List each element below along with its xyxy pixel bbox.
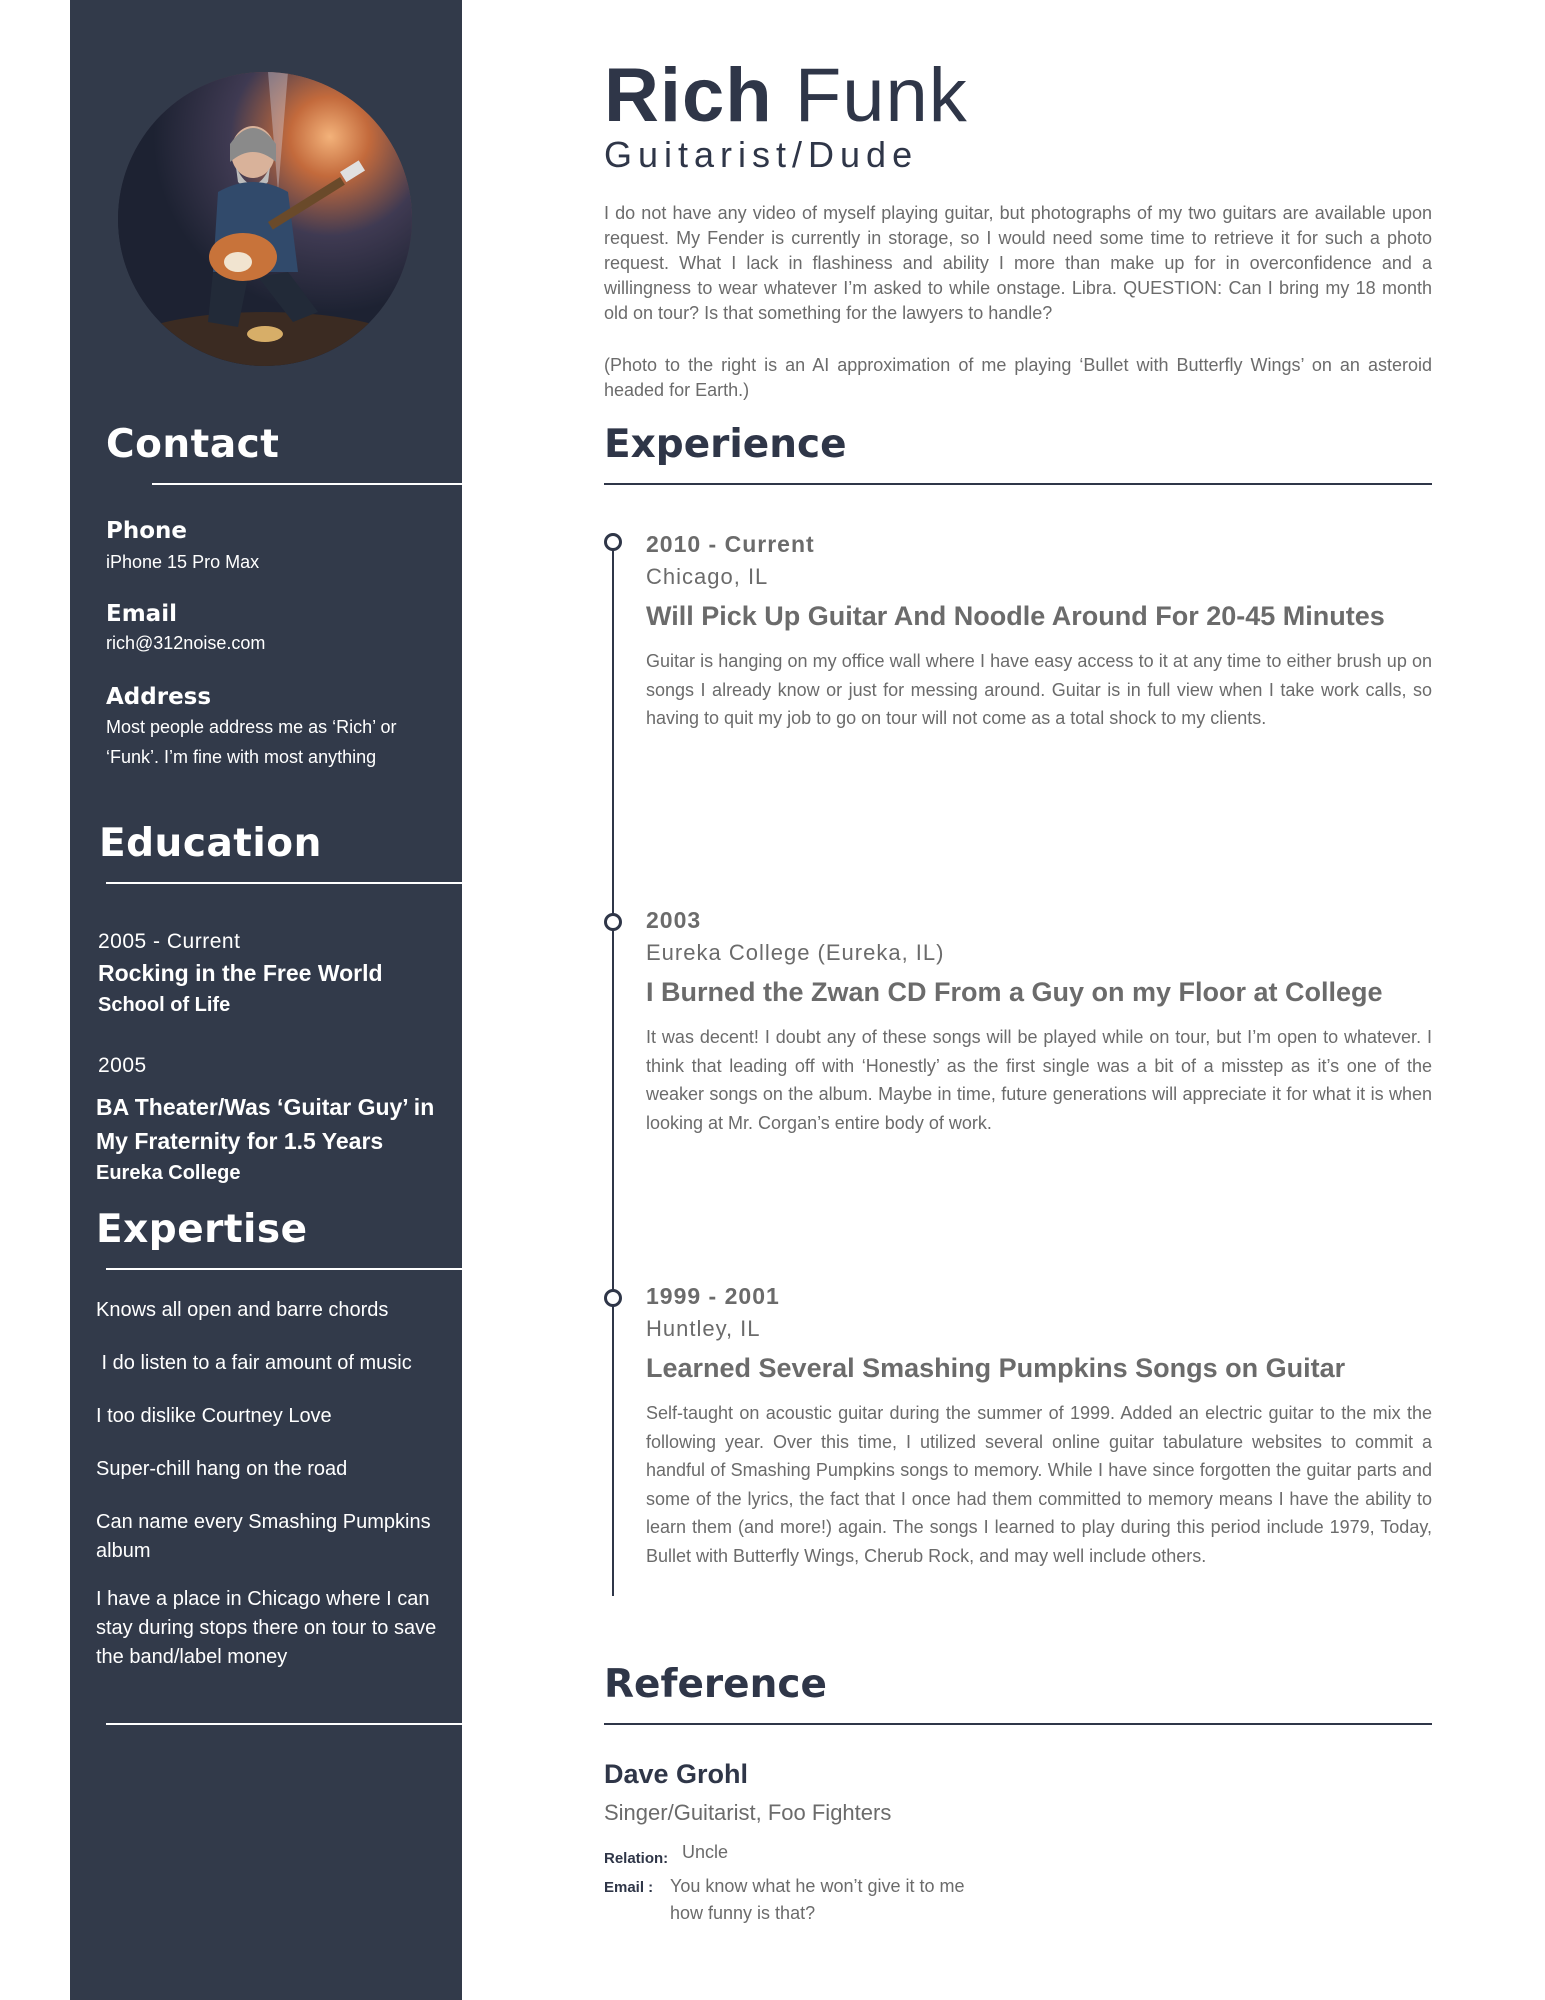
expertise-divider xyxy=(106,1268,462,1270)
experience-description-2: It was decent! I doubt any of these songs will be played while on tour, but I’m open to whatever. I think that leading off with ‘Honestly’ as the first single was a bit of a misstep as it’s one of the weaker songs on the album. Maybe in time, future generations will appreciate it for what it is when looking at Mr. Corgan’s entire body of work. xyxy=(646,1027,1432,1133)
education-degree-2-line2: My Fraternity for 1.5 Years xyxy=(96,1128,384,1154)
experience-divider xyxy=(604,483,1432,485)
address-label: Address xyxy=(106,684,212,710)
reference-email-label: Email : xyxy=(604,1879,654,1896)
experience-years-3: 1999 - 2001 xyxy=(646,1283,780,1309)
reference-email-line1: You know what he won’t give it to me xyxy=(670,1876,965,1896)
reference-divider xyxy=(604,1723,1432,1725)
timeline-dot-icon xyxy=(604,533,622,551)
experience-title-1: Will Pick Up Guitar And Noodle Around For 20-45 Minutes xyxy=(646,601,1385,631)
education-degree-2-line1: BA Theater/Was ‘Guitar Guy’ in xyxy=(96,1094,435,1120)
experience-title-2: I Burned the Zwan CD From a Guy on my Floor at College xyxy=(646,977,1383,1007)
expertise-item: I do listen to a fair amount of music xyxy=(96,1352,412,1374)
expertise-item: Super-chill hang on the road xyxy=(96,1458,348,1480)
address-value-line2: ‘Funk’. I’m fine with most anything xyxy=(106,747,377,767)
experience-heading: Experience xyxy=(604,422,847,467)
contact-divider xyxy=(152,483,462,485)
education-school-1: School of Life xyxy=(98,994,231,1016)
education-school-2: Eureka College xyxy=(96,1162,241,1184)
education-years-2: 2005 xyxy=(98,1054,147,1077)
experience-title-3: Learned Several Smashing Pumpkins Songs on Guitar xyxy=(646,1353,1346,1383)
relation-value: Uncle xyxy=(682,1842,729,1862)
bio-paragraph: I do not have any video of myself playing guitar, but photographs of my two guitars are available upon request. My Fender is currently in storage, so I would need some time to retrieve it for such a photo request. What I lack in flashiness and ability I more than make up for in overconfidence and a willingness to wear whatever I’m asked to while onstage. Libra. QUESTION: Can I bring my 18 month old on tour? Is that something for the lawyers to handle? xyxy=(604,203,1432,323)
reference-role: Singer/Guitarist, Foo Fighters xyxy=(604,1800,892,1825)
timeline-line xyxy=(612,542,614,1596)
email-value[interactable]: rich@312noise.com xyxy=(106,633,266,653)
experience-description-3: Self-taught on acoustic guitar during the summer of 1999. Added an electric guitar to the mix the following year. Over this time, I utilized several online guitar tabulature websites to commit a handful of Smashing Pumpkins songs to memory. While I have since forgotten the guitar parts and some of the lyrics, the fact that I once had them committed to memory means I have the ability to learn them (and more!) again. The songs I learned to play during this period include 1979, Today, Bullet with Butterfly Wings, Cherub Rock, and may well include others. xyxy=(646,1403,1432,1566)
sidebar-bottom-divider xyxy=(106,1723,462,1725)
email-label: Email xyxy=(106,601,177,627)
experience-place-3: Huntley, IL xyxy=(646,1316,761,1341)
page-title xyxy=(604,52,968,139)
phone-value: iPhone 15 Pro Max xyxy=(106,552,260,572)
expertise-heading: Expertise xyxy=(96,1207,308,1252)
expertise-item: I too dislike Courtney Love xyxy=(96,1405,332,1427)
phone-label: Phone xyxy=(106,518,188,544)
contact-heading: Contact xyxy=(106,422,280,467)
experience-years-2: 2003 xyxy=(646,907,702,933)
education-years-1: 2005 - Current xyxy=(98,930,241,953)
expertise-item: Knows all open and barre chords xyxy=(96,1299,389,1321)
experience-place-1: Chicago, IL xyxy=(646,564,769,589)
experience-years-1: 2010 - Current xyxy=(646,531,815,557)
photo-note: (Photo to the right is an AI approximation of me playing ‘Bullet with Butterfly Wings’ on an asteroid headed for Earth.) xyxy=(604,355,1432,400)
last-name: Funk xyxy=(794,53,968,138)
reference-email-line2: how funny is that? xyxy=(670,1903,816,1923)
first-name: Rich xyxy=(604,53,773,138)
timeline-dot-icon xyxy=(604,1289,622,1307)
expertise-item: Can name every Smashing Pumpkins album xyxy=(96,1511,431,1562)
address-value-line1: Most people address me as ‘Rich’ or xyxy=(106,717,397,737)
education-degree-1: Rocking in the Free World xyxy=(98,960,383,986)
reference-name: Dave Grohl xyxy=(604,1759,749,1789)
relation-label: Relation: xyxy=(604,1850,669,1867)
timeline-dot-icon xyxy=(604,913,622,931)
job-title: Guitarist/Dude xyxy=(604,134,919,175)
expertise-item: I have a place in Chicago where I can stay during stops there on tour to save the band/label money xyxy=(96,1588,437,1668)
guitarist-portrait-icon xyxy=(118,72,412,366)
sidebar xyxy=(70,0,462,2000)
reference-heading: Reference xyxy=(604,1662,827,1707)
education-divider xyxy=(106,882,462,884)
experience-description-1: Guitar is hanging on my office wall where I have easy access to it at any time to either brush up on songs I already know or just for messing around. Guitar is in full view when I take work calls, so having to quit my job to go on tour will not come as a total shock to my clients. xyxy=(646,651,1432,728)
experience-place-2: Eureka College (Eureka, IL) xyxy=(646,940,945,965)
education-heading: Education xyxy=(99,821,322,866)
